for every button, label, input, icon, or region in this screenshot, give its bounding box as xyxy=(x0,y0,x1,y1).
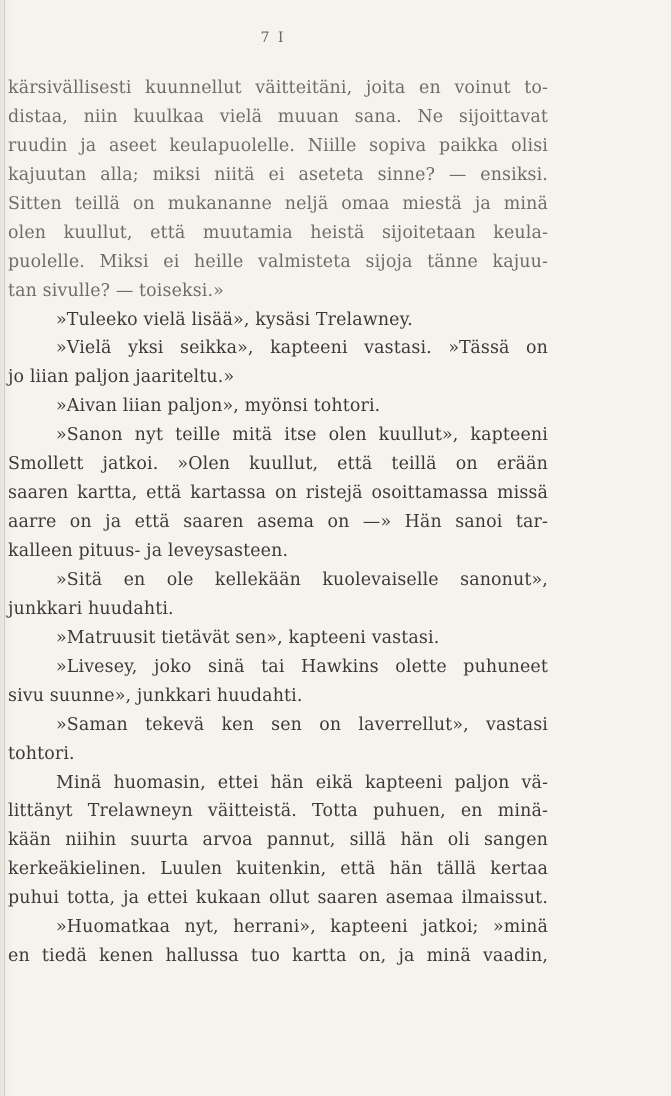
text-line: Smollett jatkoi. »Olen kuullut, että teillä on erään xyxy=(8,454,548,475)
text-line: »Tuleeko vielä lisää», kysäsi Trelawney. xyxy=(56,309,413,330)
text-line: Minä huomasin, ettei hän eikä kapteeni paljon vä- xyxy=(56,772,548,793)
text-line: distaa, niin kuulkaa vielä muuan sana. Ne sijoittavat xyxy=(8,106,548,127)
page-number: 7 I xyxy=(260,30,286,46)
text-line: »Matruusit tietävät sen», kapteeni vastasi. xyxy=(56,627,440,648)
text-line: kerkeäkielinen. Luulen kuitenkin, että hän tällä kertaa xyxy=(8,859,548,880)
text-line: olen kuullut, että muutamia heistä sijoitetaan keula- xyxy=(8,222,548,243)
text-line: jo liian paljon jaariteltu.» xyxy=(8,367,235,388)
text-line: tan sivulle? — toiseksi.» xyxy=(8,280,224,301)
text-line: aarre on ja että saaren asema on —» Hän sanoi tar- xyxy=(8,512,548,533)
text-line: sivu suunne», junkkari huudahti. xyxy=(8,685,303,706)
text-line: »Aivan liian paljon», myönsi tohtori. xyxy=(56,396,381,417)
text-line: kajuutan alla; miksi niitä ei aseteta sinne? — ensiksi. xyxy=(8,164,548,185)
text-line: littänyt Trelawneyn väitteistä. Totta puhuen, en minä- xyxy=(8,801,548,822)
text-line: kalleen pituus- ja leveysasteen. xyxy=(8,541,289,561)
text-line: »Saman tekevä ken sen on laverrellut», vastasi xyxy=(56,714,548,735)
text-line: »Sanon nyt teille mitä itse olen kuullut», kapteeni xyxy=(56,425,548,446)
text-line: »Vielä yksi seikka», kapteeni vastasi. »Tässä on xyxy=(56,338,548,359)
text-line: saaren kartta, että kartassa on ristejä osoittamassa missä xyxy=(8,483,548,504)
text-line: Sitten teillä on mukananne neljä omaa miestä ja minä xyxy=(8,193,548,214)
body-text xyxy=(8,74,548,971)
text-line: »Huomatkaa nyt, herrani», kapteeni jatkoi; »minä xyxy=(56,917,548,938)
page-gutter xyxy=(4,0,5,1096)
text-line: »Sitä en ole kellekään kuolevaiselle sanonut», xyxy=(56,569,548,590)
text-line: ruudin ja aseet keulapuolelle. Niille sopiva paikka olisi xyxy=(8,135,548,156)
text-line: en tiedä kenen hallussa tuo kartta on, ja minä vaadin, xyxy=(8,946,548,967)
text-line: kään niihin suurta arvoa pannut, sillä hän oli sangen xyxy=(8,830,548,851)
text-line: puolelle. Miksi ei heille valmisteta sijoja tänne kajuu- xyxy=(8,251,548,272)
text-line: puhui totta, ja ettei kukaan ollut saaren asemaa ilmaissut. xyxy=(8,888,548,909)
text-line: kärsivällisesti kuunnellut väitteitäni, joita en voinut to- xyxy=(8,78,548,98)
text-line: »Livesey, joko sinä tai Hawkins olette puhuneet xyxy=(56,656,548,677)
text-line: tohtori. xyxy=(8,743,75,764)
text-line: junkkari huudahti. xyxy=(8,598,174,619)
